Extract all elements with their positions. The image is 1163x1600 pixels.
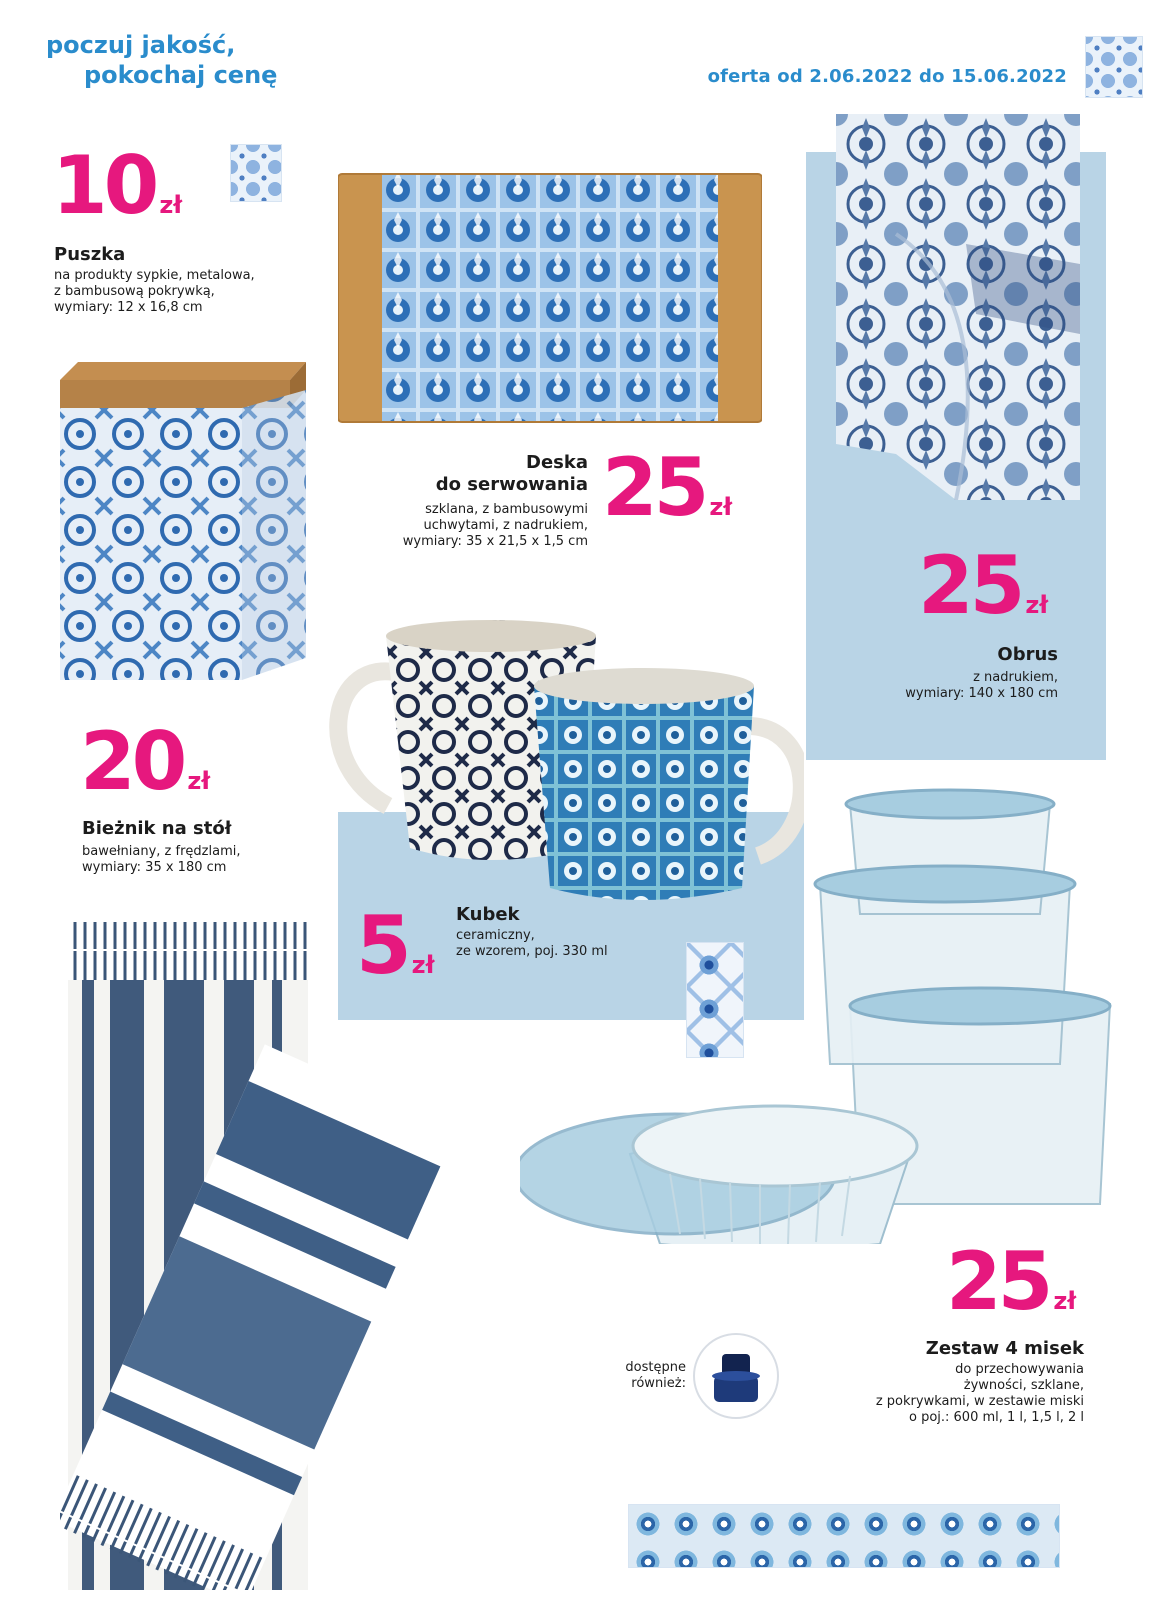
product-desc-miski: do przechowywania żywności, szklane, z pokrywkami, w zestawie miski o poj.: 600 ml, 1 l, 1,5 l, 2 l: [875, 1362, 1084, 1425]
product-desc-obrus: z nadrukiem, wymiary: 140 x 180 cm: [905, 670, 1058, 701]
currency: zł: [159, 191, 183, 219]
currency: zł: [1025, 591, 1049, 619]
offer-dates: oferta od 2.06.2022 do 15.06.2022: [707, 66, 1067, 87]
slogan: [46, 30, 277, 90]
price-value: 5: [356, 899, 408, 992]
table-runner-image: [60, 920, 586, 1590]
product-name-deska: [360, 452, 588, 496]
canister-image: [56, 362, 310, 682]
tablecloth-image: [836, 114, 1080, 500]
price-value: 20: [80, 715, 184, 808]
tile-decoration-icon: [230, 144, 282, 202]
price-puszka: [52, 139, 183, 232]
product-name-miski: Zestaw 4 misek: [925, 1338, 1084, 1359]
product-name-bieznik: Bieżnik na stół: [82, 818, 232, 839]
also-available-image: [692, 1332, 780, 1420]
price-value: 25: [602, 441, 706, 534]
currency: zł: [709, 493, 733, 521]
product-name-kubek: Kubek: [456, 904, 520, 925]
product-name-obrus: Obrus: [997, 644, 1058, 665]
product-name-line-1: Deska: [526, 452, 588, 473]
currency: zł: [187, 767, 211, 795]
price-value: 25: [946, 1235, 1050, 1328]
price-kubek: [356, 899, 435, 992]
product-desc-deska: szklana, z bambusowymi uchwytami, z nadrukiem, wymiary: 35 x 21,5 x 1,5 cm: [402, 502, 588, 549]
product-name-puszka: Puszka: [54, 244, 126, 265]
currency: zł: [411, 951, 435, 979]
tile-decoration-icon: [1085, 36, 1143, 98]
slogan-line-1: poczuj jakość,: [46, 31, 236, 59]
product-desc-bieznik: bawełniany, z frędzlami, wymiary: 35 x 180 cm: [82, 844, 241, 875]
also-available-label: dostępne również:: [625, 1360, 686, 1391]
serving-board-image: [338, 170, 762, 426]
price-miski: [946, 1235, 1077, 1328]
price-deska: [602, 441, 733, 534]
price-value: 10: [52, 139, 156, 232]
tile-strip-decoration: [628, 1504, 1060, 1568]
currency: zł: [1053, 1287, 1077, 1315]
price-bieznik: [80, 715, 211, 808]
price-obrus: [918, 539, 1049, 632]
product-desc-puszka: na produkty sypkie, metalowa, z bambusową pokrywką, wymiary: 12 x 16,8 cm: [54, 268, 255, 315]
product-desc-kubek: ceramiczny, ze wzorem, poj. 330 ml: [456, 928, 608, 959]
price-value: 25: [918, 539, 1022, 632]
product-name-line-2: do serwowania: [435, 474, 588, 495]
bowls-image: [520, 784, 1120, 1244]
slogan-line-2: pokochaj cenę: [84, 61, 278, 89]
